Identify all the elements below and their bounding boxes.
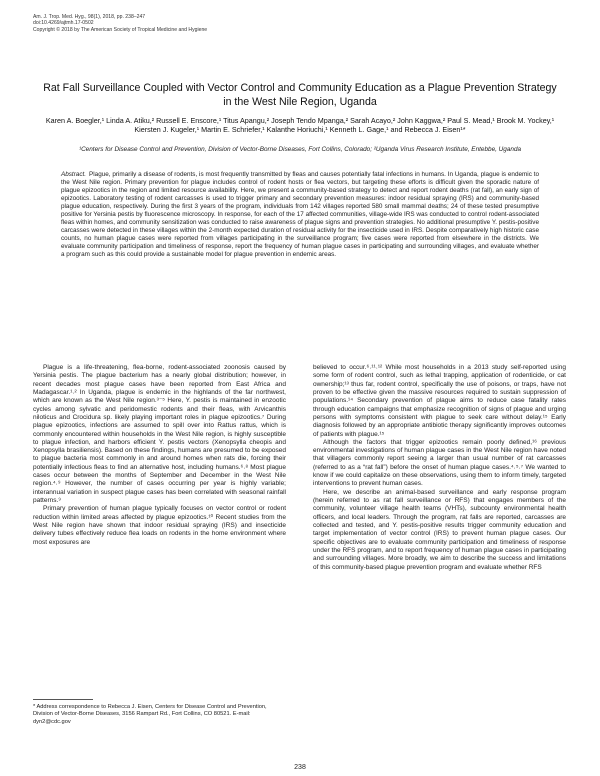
abstract-label: Abstract. bbox=[61, 171, 87, 178]
body-column-left bbox=[33, 364, 286, 547]
journal-citation: Am. J. Trop. Med. Hyg., 98(1), 2018, pp. 238–247 bbox=[33, 14, 146, 20]
paper-title: Rat Fall Surveillance Coupled with Vector Control and Community Education as a Plague Prevention Strategy in the West Nile Region, Uganda bbox=[43, 82, 557, 108]
footnote-divider bbox=[33, 699, 93, 700]
author-list: Karen A. Boegler,¹ Linda A. Atiku,² Russell E. Enscore,¹ Titus Apangu,² Joseph Tendo Mpanga,² Sarah Acayo,² John Kaggwa,² Paul S. Mead,¹ Brook M. Yockey,¹ Kiersten J. Kugeler,¹ Martin E. Schriefer,¹ Kalanthe Horiuchi,¹ Kenneth L. Gage,¹ and Rebecca J. Eisen¹* bbox=[45, 116, 555, 135]
correspondence-footnote: * Address correspondence to Rebecca J. Eisen, Centers for Disease Control and Prevention, Division of Vector-Borne Diseases, 3156 Rampart Rd., Fort Collins, CO 80521. E-mail: dyn2@cdc.gov bbox=[33, 704, 267, 725]
journal-header bbox=[33, 14, 393, 33]
body-paragraph: Primary prevention of human plague typically focuses on vector control or rodent reduction within limited areas affected by plague epizootics.¹⁰ Recent studies from the West Nile region have shown that indoor residual spraying (IRS) and insecticide delivery tubes effectively reduce flea loads on rodents in the home environment where most exposures are bbox=[33, 505, 286, 546]
body-paragraph: believed to occur.⁶˒¹¹˒¹² While most households in a 2013 study self-reported using some form of rodent control, such as lethal trapping, application of rodenticide, or cat ownership;¹³ thus far, rodent control, specifically the use of poisons, or traps, have not proven to be effective given the massive resources required to sustain suppression of populations.¹⁴ Secondary prevention of plague aims to reduce case fatality rates through education campaigns that emphasize recognition of signs of plague and urging persons with symptoms consistent with plague to seek care without delay.¹⁵ Early diagnosis followed by an appropriate antibiotic therapy significantly improves outcomes of patients with plague.¹⁵ bbox=[313, 364, 566, 438]
affiliations: ¹Centers for Disease Control and Prevention, Division of Vector-Borne Diseases, Fort Collins, Colorado; ²Uganda Virus Research Institute, Entebbe, Uganda bbox=[78, 146, 522, 153]
journal-doi: doi:10.4269/ajtmh.17-0502 bbox=[33, 20, 94, 27]
page-number: 238 bbox=[294, 764, 306, 771]
journal-copyright: Copyright © 2018 by The American Society of Tropical Medicine and Hygiene bbox=[33, 26, 208, 33]
abstract bbox=[61, 171, 539, 260]
body-paragraph: Plague is a life-threatening, flea-borne, rodent-associated zoonosis caused by Yersinia pestis. The plague bacterium has a nearly global distribution; however, in recent decades most plague cases have been reported from East Africa and Madagascar.¹˒² In Uganda, plague is endemic in the highlands of the far northwest, which are known as the West Nile region.³⁻⁵ Here, Y. pestis is maintained in enzootic cycles among sylvatic and peridomestic rodents and their fleas, with Arvicanthis niloticus and Crocidura sp. likely playing important roles in plague epizootics.⁷ During plague epizootics, infections are assumed to spill over into Rattus rattus, which is commonly encountered within households in the West Nile region, is highly susceptible to plague infection, and harbors efficient Y. pestis vectors (Xenopsylla cheopis and Xenopsylla brasiliensis). Based on these findings, humans are presumed to be exposed to plague bacteria most commonly in and around homes when rats die, forcing their potentially infectious fleas to find an alternative host, including humans.⁶˒⁸ Most plague cases occur between the months of September and December in the West Nile region.⁴˒⁹ However, the number of cases occurring per year is highly variable; interannual variation in suspect plague cases has been correlated with seasonal rainfall patterns.⁹ bbox=[33, 364, 286, 504]
body-paragraph: Although the factors that trigger epizootics remain poorly defined,¹⁶ previous environmental investigations of human plague cases in the West Nile region have noted that villagers commonly report seeing a larger than usual number of rat carcasses (referred to as a “rat fall”) before the onset of human plague cases.⁴˒⁵˒⁷ We wanted to know if we could capitalize on these observations, using them to inform timely, targeted interventions to prevent human cases. bbox=[313, 438, 566, 488]
body-column-right bbox=[313, 364, 566, 572]
body-paragraph: Here, we describe an animal-based surveillance and early response program (herein referred to as rat fall surveillance or RFS) that engages members of the community, volunteer village health teams (VHTs), subcounty environmental health officers, and local leaders. Through the program, rat falls are reported, carcasses are collected and tested, and Y. pestis-positive results trigger community education and target implementation of vector control (IRS) to prevent human plague cases. Our specific objectives are to evaluate community participation and timeliness of response under the RFS program, and to report frequency of human plague cases in participating and surrounding villages. More broadly, we aim to describe the success and limitations of this community-based plague prevention program and evaluate whether RFS bbox=[313, 488, 566, 571]
abstract-text: Plague, primarily a disease of rodents, is most frequently transmitted by fleas and causes potentially fatal infections in humans. In Uganda, plague is endemic to the West Nile region. Primary prevention for plague includes control of rodent hosts or flea vectors, but targeting these efforts is difficult given the sporadic nature of plague epizootics in the region and limited resource availability. Here, we present a community-based strategy to detect and report rodent deaths (rat fall), an early sign of epizootics. Laboratory testing of rodent carcasses is used to trigger primary and secondary prevention measures: indoor residual spraying (IRS) and community-based plague education, respectively. During the first 3 years of the program, individuals from 142 villages reported 580 small mammal deaths; 24 of these tested presumptive positive for Yersinia pestis by fluorescence microscopy. In response, for each of the 17 affected communities, village-wide IRS was conducted to control rodent-associated fleas within homes, and community sensitization was conducted to raise awareness of plague signs and prevention strategies. No additional presumptive Y. pestis-positive carcasses were detected in these villages within the 2-month expected duration of residual activity for the insecticide used in IRS. Despite comparatively high historic case counts, no human plague cases were reported from villages participating in the surveillance program; five cases were reported from elsewhere in the districts. We evaluate community participation and timeliness of response, report the frequency of human plague cases in participating and surrounding villages, and evaluate whether a program such as this could provide a sustainable model for plague prevention in endemic areas. bbox=[61, 171, 539, 259]
